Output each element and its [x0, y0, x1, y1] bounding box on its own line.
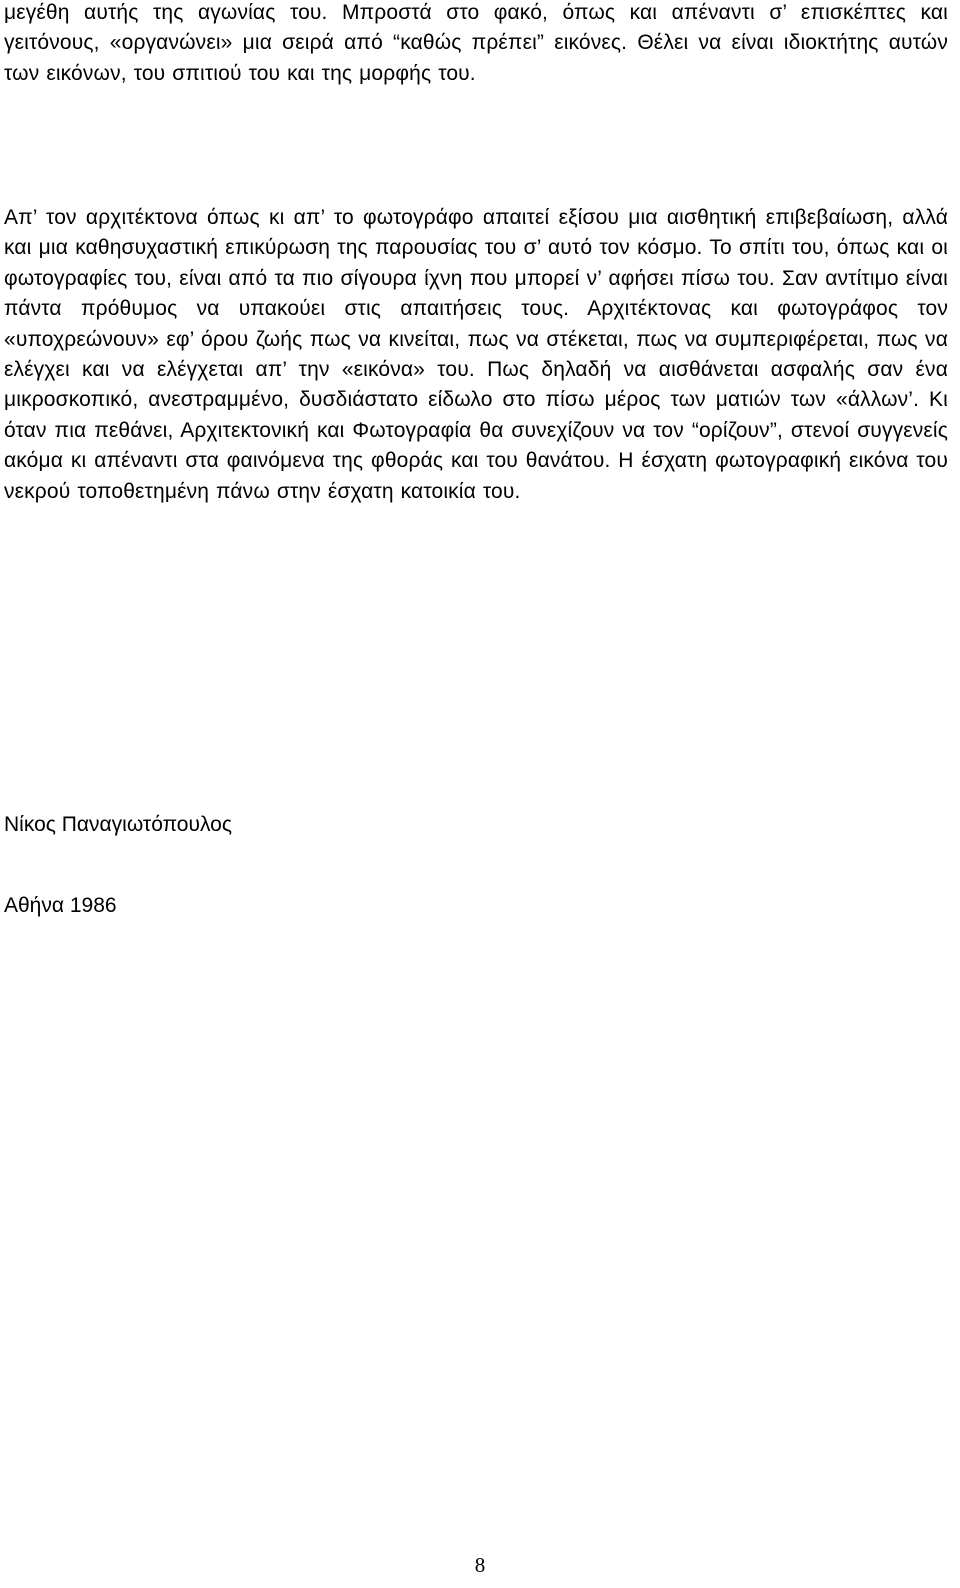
body-paragraph-1: μεγέθη αυτής της αγωνίας του. Μπροστά στο φακό, όπως και απέναντι σ’ επισκέπτες και γειτόνους, «οργανώνει» μια σειρά από “καθώς πρέπει” εικόνες. Θέλει να είναι ιδιοκτήτης αυτών των εικόνων, του σπιτιού του και της μορφής του.	[4, 1, 948, 85]
body-paragraph-2: Απ’ τον αρχιτέκτονα όπως κι απ’ το φωτογράφο απαιτεί εξίσου μια αισθητική επιβεβαίωση, αλλά και μια καθησυχαστική επικύρωση της παρουσίας του σ’ αυτό τον κόσμο. Το σπίτι του, όπως και οι φωτογραφίες του, είναι από τα πιο σίγουρα ίχνη που μπορεί ν’ αφήσει πίσω του. Σαν αντίτιμο είναι πάντα πρόθυμος να υπακούει στις απαιτήσεις τους. Αρχιτέκτονας και φωτογράφος τον «υποχρεώνουν» εφ’ όρου ζωής πως να κινείται, πως να στέκεται, πως να συμπεριφέρεται, πως να ελέγχει και να ελέγχεται απ’ την «εικόνα» του. Πως δηλαδή να αισθάνεται ασφαλής σαν ένα μικροσκοπικό, ανεστραμμένο, δυσδιάστατο είδωλο στο πίσω μέρος των ματιών των «άλλων’. Κι όταν πια πεθάνει, Αρχιτεκτονική και Φωτογραφία θα συνεχίζουν να τον “ορίζουν”, στενοί συγγενείς ακόμα κι απέναντι στα φαινόμενα της φθοράς και του θανάτου. Η έσχατη φωτογραφική εικόνα του νεκρού τοποθετημένη πάνω στην έσχατη κατοικία του.	[4, 206, 948, 503]
place-date: Αθήνα 1986	[4, 894, 117, 917]
author-signature: Νίκος Παναγιωτόπουλος	[4, 813, 232, 836]
page-number: 8	[474, 1553, 486, 1577]
